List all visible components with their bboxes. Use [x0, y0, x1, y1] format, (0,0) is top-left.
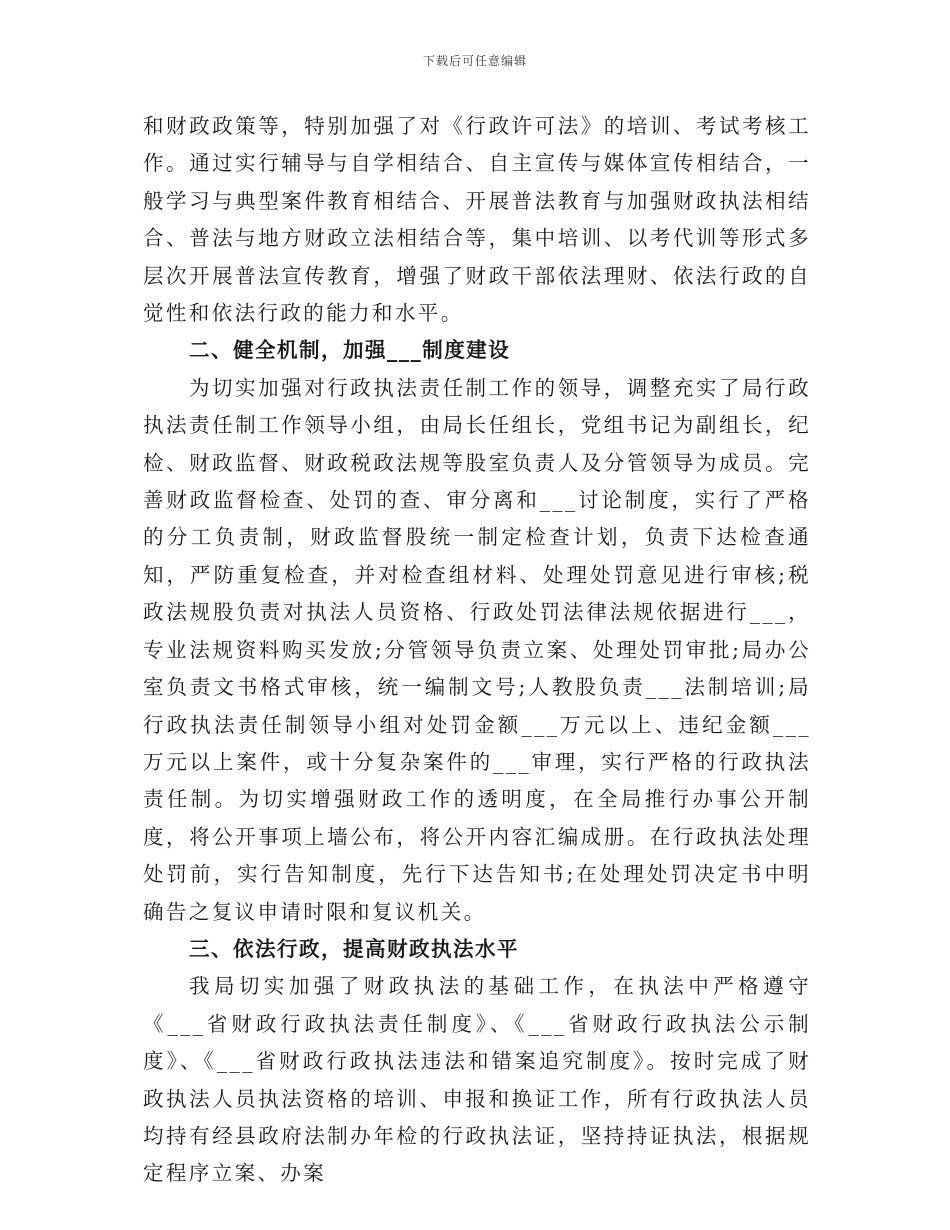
paragraph-1: 和财政政策等，特别加强了对《行政许可法》的培训、考试考核工作。通过实行辅导与自学相结合、自主宣传与媒体宣传相结合，一般学习与典型案件教育相结合、开展普法教育与加强财政执法相结合、普法与地方财政立法相结合等，集中培训、以考代训等形式多层次开展普法宣传教育，增强了财政干部依法理财、依法行政的自觉性和依法行政的能力和水平。	[143, 114, 811, 326]
document-body	[143, 108, 811, 1193]
section-heading-3: 三、依法行政，提高财政执法水平	[189, 936, 519, 961]
section-heading-2: 二、健全机制，加强___制度建设	[189, 338, 511, 363]
paragraph-3: 我局切实加强了财政执法的基础工作，在执法中严格遵守《___省财政行政执法责任制度》、《___省财政行政执法公示制度》、《___省财政行政执法违法和错案追究制度》。按时完成了财政执法人员执法资格的培训、申报和换证工作，所有行政执法人员均持有经县政府法制办年检的行政执法证，坚持持证执法，根据规定程序立案、办案	[143, 974, 811, 1186]
page-header: 下载后可任意编辑	[422, 54, 527, 68]
paragraph-2: 为切实加强对行政执法责任制工作的领导，调整充实了局行政执法责任制工作领导小组，由局长任组长，党组书记为副组长，纪检、财政监督、财政税政法规等股室负责人及分管领导为成员。完善财政监督检查、处罚的查、审分离和___讨论制度，实行了严格的分工负责制，财政监督股统一制定检查计划，负责下达检查通知，严防重复检查，并对检查组材料、处理处罚意见进行审核;税政法规股负责对执法人员资格、行政处罚法律法规依据进行___，专业法规资料购买发放;分管领导负责立案、处理处罚审批;局办公室负责文书格式审核，统一编制文号;人教股负责___法制培训;局行政执法责任制领导小组对处罚金额___万元以上、违纪金额___万元以上案件，或十分复杂案件的___审理，实行严格的行政执法责任制。为切实增强财政工作的透明度，在全局推行办事公开制度，将公开事项上墙公布，将公开内容汇编成册。在行政执法处理处罚前，实行告知制度，先行下达告知书;在处理处罚决定书中明确告之复议申请时限和复议机关。	[143, 375, 811, 924]
